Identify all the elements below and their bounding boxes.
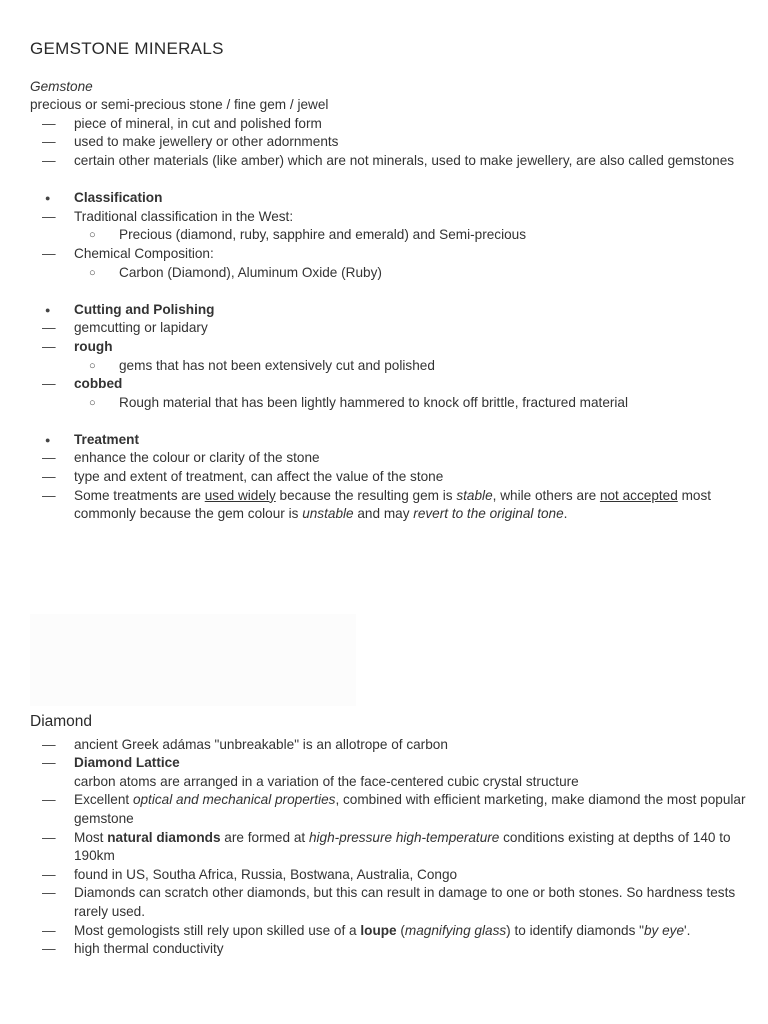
list-item: — piece of mineral, in cut and polished form — [30, 115, 746, 134]
classification-list — [30, 208, 746, 227]
list-item: — enhance the colour or clarity of the stone — [30, 449, 746, 468]
list-item: — Most gemologists still rely upon skilled use of a loupe (magnifying glass) to identify diamonds "by eye'. — [30, 922, 746, 941]
list-item: — used to make jewellery or other adornments — [30, 133, 746, 152]
sub-list-item: ○ gems that has not been extensively cut and polished — [30, 357, 746, 376]
list-item: — Most natural diamonds are formed at high-pressure high-temperature conditions existing at depths of 140 to 190km — [30, 829, 746, 866]
embedded-image-placeholder — [30, 614, 356, 706]
list-item: — gemcutting or lapidary — [30, 319, 746, 338]
diamond-section — [30, 713, 746, 959]
list-item: — cobbed — [30, 375, 746, 394]
list-item: — type and extent of treatment, can affect the value of the stone — [30, 468, 746, 487]
section-heading: ● Cutting and Polishing — [30, 301, 746, 320]
sub-list — [30, 394, 746, 413]
list-item: — high thermal conductivity — [30, 940, 746, 959]
classification-list — [30, 245, 746, 264]
list-item: — Diamonds can scratch other diamonds, but this can result in damage to one or both stones. So hardness tests rarely used. — [30, 884, 746, 921]
list-item: — Some treatments are used widely because the resulting gem is stable, while others are not accepted most commonly because the gem colour is unstable and may revert to the original tone. — [30, 487, 746, 524]
lattice-detail: carbon atoms are arranged in a variation of the face-centered cubic crystal structure — [74, 773, 579, 789]
gemstone-list — [30, 115, 746, 171]
section-heading: ● Classification — [30, 189, 746, 208]
list-item: — Chemical Composition: — [30, 245, 746, 264]
list-item: — Traditional classification in the West: — [30, 208, 746, 227]
sub-list — [30, 264, 746, 283]
list-item: — ancient Greek adámas "unbreakable" is an allotrope of carbon — [30, 736, 746, 755]
list-item: — Excellent optical and mechanical properties, combined with efficient marketing, make diamond the most popular gemstone — [30, 791, 746, 828]
sub-list-item: ○ Carbon (Diamond), Aluminum Oxide (Ruby) — [30, 264, 746, 283]
gemstone-heading: Gemstone — [30, 78, 93, 94]
treatment-list — [30, 449, 746, 523]
sub-list — [30, 226, 746, 245]
list-item: — found in US, Southa Africa, Russia, Bostwana, Australia, Congo — [30, 866, 746, 885]
list-item: — Diamond Lattice — [30, 754, 746, 773]
list-item: — rough — [30, 338, 746, 357]
cutting-list — [30, 319, 746, 356]
page-title: GEMSTONE MINERALS — [30, 39, 224, 58]
treatment-heading-list — [30, 431, 746, 450]
list-item: — certain other materials (like amber) which are not minerals, used to make jewellery, are also called gemstones — [30, 152, 746, 171]
section-heading: ● Treatment — [30, 431, 746, 450]
diamond-heading: Diamond — [30, 713, 93, 730]
cutting-heading-list — [30, 301, 746, 320]
document-body — [30, 40, 746, 524]
classification-heading-list — [30, 189, 746, 208]
diamond-list — [30, 791, 746, 958]
diamond-list — [30, 736, 746, 773]
gemstone-definition: precious or semi-precious stone / fine gem / jewel — [30, 97, 329, 113]
sub-list — [30, 357, 746, 376]
sub-list-item: ○ Rough material that has been lightly hammered to knock off brittle, fractured material — [30, 394, 746, 413]
sub-list-item: ○ Precious (diamond, ruby, sapphire and emerald) and Semi-precious — [30, 226, 746, 245]
cutting-list — [30, 375, 746, 394]
